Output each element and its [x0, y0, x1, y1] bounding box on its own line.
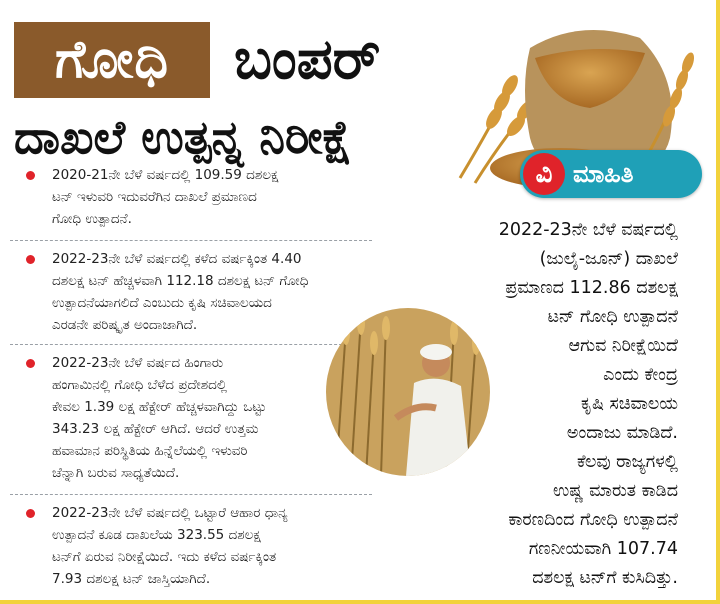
bullet-line: ಟನ್‌ಗೆ ಏರುವ ನಿರೀಕ್ಷೆಯಿದೆ. ಇದು ಕಳೆದ ವರ್ಷಕ್ಕಿಂತ [52, 549, 277, 565]
info-badge [520, 150, 702, 198]
summary-line: ಉಷ್ಣ ಮಾರುತ ಕಾಡಿದ [553, 481, 678, 501]
summary-line: ದಶಲಕ್ಷ ಟನ್‌ಗೆ ಕುಸಿದಿತ್ತು. [532, 568, 678, 588]
summary-line: ಎಂದು ಕೇಂದ್ರ [603, 365, 678, 385]
bullet-line: 2022-23ನೇ ಬೆಳೆ ವರ್ಷದಲ್ಲಿ ಒಟ್ಟಾರೆ ಆಹಾರ ಧಾನ್ಯ [52, 505, 288, 521]
summary-line: ಕಾರಣದಿಂದ ಗೋಧಿ ಉತ್ಪಾದನೆ [508, 510, 678, 530]
bullet-line: ಚೆನ್ನಾಗಿ ಬರುವ ಸಾಧ್ಯತೆಯಿದೆ. [52, 465, 180, 481]
bullet-line: ಎರಡನೇ ಪರಿಷ್ಕೃತ ಅಂದಾಜಾಗಿದೆ. [52, 317, 198, 333]
summary-line: ಪ್ರಮಾಣದ 112.86 ದಶಲಕ್ಷ [505, 278, 678, 298]
summary-line: 2022-23ನೇ ಬೆಳೆ ವರ್ಷದಲ್ಲಿ [498, 220, 678, 240]
bullet-dot-icon [26, 509, 35, 518]
bullet-line: ಉತ್ಪಾದನೆ ಕೂಡ ದಾಖಲೆಯ 323.55 ದಶಲಕ್ಷ [52, 527, 261, 543]
bullet-line: ಹಂಗಾಮಿನಲ್ಲಿ ಗೋಧಿ ಬೆಳೆದ ಪ್ರದೇಶದಲ್ಲಿ [52, 377, 228, 393]
summary-line: ಕೆಲವು ರಾಜ್ಯಗಳಲ್ಲಿ [577, 452, 678, 472]
summary-line: ಟನ್ ಗೋಧಿ ಉತ್ಪಾದನೆ [547, 307, 678, 327]
info-summary [412, 216, 678, 593]
bullet-line: 7.93 ದಶಲಕ್ಷ ಟನ್ ಜಾಸ್ತಿಯಾಗಿದೆ. [52, 571, 211, 587]
bullet-line: ದಶಲಕ್ಷ ಟನ್ ಹೆಚ್ಚಳವಾಗಿ 112.18 ದಶಲಕ್ಷ ಟನ್ ಗೋಧಿ [52, 273, 309, 289]
info-badge-label: ಮಾಹಿತಿ [573, 160, 634, 188]
summary-line: ಗಣನೀಯವಾಗಿ 107.74 [528, 539, 678, 559]
info-logo-icon: ವಿ [523, 153, 565, 195]
summary-line: ಅಂದಾಜು ಮಾಡಿದೆ. [566, 423, 678, 443]
sub-headline: ದಾಖಲೆ ಉತ್ಪನ್ನ ನಿರೀಕ್ಷೆ [14, 110, 353, 164]
headline-text: ಬಂಪರ್ [234, 27, 381, 92]
bullet-line: ಉತ್ಪಾದನೆಯಾಗಲಿದೆ ಎಂಬುದು ಕೃಷಿ ಸಚಿವಾಲಯದ [52, 295, 272, 311]
divider [10, 344, 372, 345]
divider [10, 240, 372, 241]
bullet-line: ಟನ್ ಇಳುವರಿ ಇದುವರೆಗಿನ ದಾಖಲೆ ಪ್ರಮಾಣದ [52, 189, 257, 205]
summary-line: ಕೃಷಿ ಸಚಿವಾಲಯ [580, 394, 678, 414]
bullet-dot-icon [26, 359, 35, 368]
summary-line: ಆಗುವ ನಿರೀಕ್ಷೆಯಿದೆ [568, 336, 678, 356]
bullet-line: 2022-23ನೇ ಬೆಳೆ ವರ್ಷದ ಹಿಂಗಾರು [52, 355, 224, 371]
divider [10, 494, 372, 495]
bullet-item [10, 164, 372, 230]
bullet-line: 343.23 ಲಕ್ಷ ಹೆಕ್ಟೇರ್ ಆಗಿದೆ. ಆದರೆ ಉತ್ತಮ [52, 421, 259, 437]
bullet-line: ಗೋಧಿ ಉತ್ಪಾದನೆ. [52, 211, 132, 227]
headline-highlight [14, 22, 210, 98]
bullet-line: 2022-23ನೇ ಬೆಳೆ ವರ್ಷದಲ್ಲಿ ಕಳೆದ ವರ್ಷಕ್ಕಿಂತ 4.40 [52, 251, 302, 267]
bullet-item [10, 352, 330, 484]
bullet-dot-icon [26, 171, 35, 180]
summary-line: (ಜುಲೈ-ಜೂನ್) ದಾಖಲೆ [539, 249, 678, 269]
bullet-dot-icon [26, 255, 35, 264]
headline-highlight-text: ಗೋಧಿ [55, 29, 169, 90]
bullet-item [10, 502, 372, 590]
bullet-line: ಹವಾಮಾನ ಪರಿಸ್ಥಿತಿಯ ಹಿನ್ನೆಲೆಯಲ್ಲಿ ಇಳುವರಿ [52, 443, 248, 459]
bullet-item [10, 248, 372, 336]
bullet-line: 2020-21ನೇ ಬೆಳೆ ವರ್ಷದಲ್ಲಿ 109.59 ದಶಲಕ್ಷ [52, 167, 279, 183]
bullet-line: ಕೇವಲ 1.39 ಲಕ್ಷ ಹೆಕ್ಟೇರ್ ಹೆಚ್ಚಳವಾಗಿದ್ದು ಒಟ್ಟು [52, 399, 267, 415]
